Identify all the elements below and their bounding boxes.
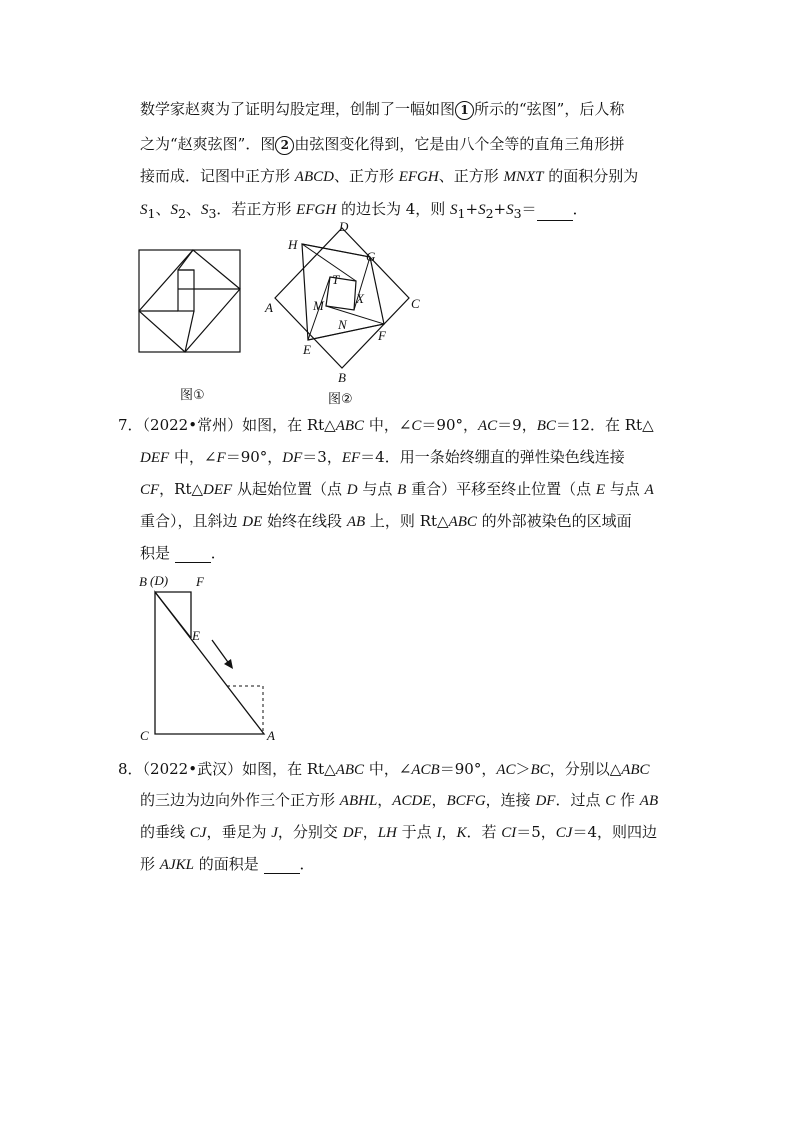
problem-7-number: 7． [118,416,143,434]
fig7-label-C: C [140,728,149,743]
p7-line-4: 重合），且斜边 DE 始终在线段 AB 上，则 Rt△ABC 的外部被染色的区域面 [140,512,632,530]
figure-1-xian-diagram [138,248,242,354]
answer-blank-6[interactable] [537,206,573,221]
p8-line-3: 的垂线 CJ，垂足为 J，分别交 DF，LH 于点 I，K．若 CI＝5，CJ＝4，则四边 [140,823,658,841]
figure-1-caption: 图① [180,388,205,403]
problem-8-number: 8． [118,760,143,778]
fig7-label-B: B [139,574,147,589]
figure-2-diagram [258,218,428,388]
p7-line-3: CF，Rt△DEF 从起始位置（点 D 与点 B 重合）平移至终止位置（点 E 与点 A [140,480,654,498]
p8-line-1: 8．（2022•武汉）如图，在 Rt△ABC 中，∠ACB＝90°，AC＞BC，分别以△ABC [118,760,650,778]
fig2-label-H: H [288,237,298,252]
p6-line-4: $S_1$、$S_2$、$S_3$．若正方形 EFGH 的边长为 4，则 $S_1+S_2+S_3=$ ． [140,200,588,221]
p7-line-5: 积是 ． [140,544,226,562]
fig2-label-B: B [338,370,346,385]
fig2-label-F: F [378,328,386,343]
fig2-label-T: T [332,272,340,287]
answer-blank-8[interactable] [264,859,300,874]
fig2-label-A: A [265,300,273,315]
fig7-label-A: A [267,728,275,743]
p7-line-1: 7．（2022•常州）如图，在 Rt△ABC 中，∠C＝90°，AC＝9，BC＝12．在 Rt△ [118,416,654,434]
fig7-label-F: F [196,574,204,589]
p7-line-2: DEF 中，∠F＝90°，DF＝3，EF＝4．用一条始终绷直的弹性染色线连接 [140,448,625,466]
p8-line-2: 的三边为边向外作三个正方形 ABHL，ACDE，BCFG，连接 DF．过点 C 作 AB [140,791,659,809]
fig7-label-E: E [192,628,200,643]
p6-line-2: 之为“赵爽弦图”．图 2 由弦图变化得到，它是由八个全等的直角三角形拼 [140,135,625,153]
circle-2-icon: 2 [275,136,294,155]
fig2-label-G: G [366,249,376,264]
answer-blank-7[interactable] [175,548,211,563]
p8-line-4: 形 AJKL 的面积是 ． [140,855,315,873]
p6-line-3: 接而成．记图中正方形 ABCD、正方形 EFGH、正方形 MNXT 的面积分别为 [140,167,639,185]
fig2-label-X: X [356,291,364,306]
fig2-label-E: E [303,342,311,357]
fig2-label-M: M [313,298,324,313]
fig2-label-C: C [411,296,420,311]
fig7-label-D: (D) [150,573,169,588]
fig2-label-D: D [339,219,349,234]
figure-2-caption: 图② [328,392,353,407]
p6-line-1: 数学家赵爽为了证明勾股定理，创制了一幅如图 1 所示的“弦图”，后人称 [140,100,625,118]
fig2-label-N: N [338,317,347,332]
figure-problem-7 [130,568,290,748]
circle-1-icon: 1 [455,101,474,120]
